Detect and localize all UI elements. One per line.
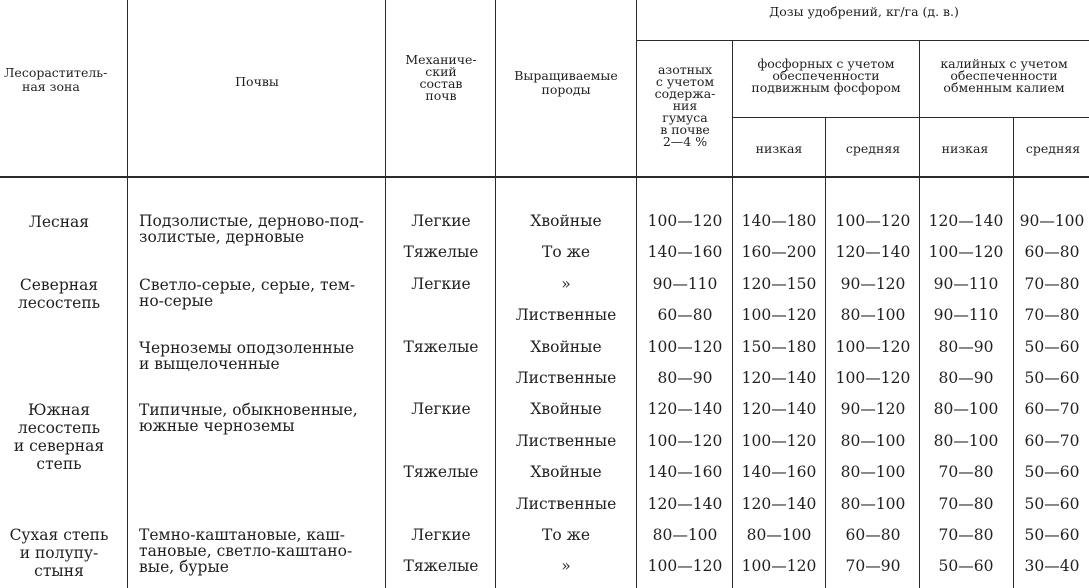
soil-label	[139, 340, 354, 372]
column-rule	[825, 117, 826, 588]
header-zone-line: ная зона	[22, 79, 80, 94]
species-cell: Лиственные	[515, 369, 617, 387]
mech-cell: Легкие	[411, 275, 471, 293]
header-mech-line: состав	[419, 76, 463, 91]
species-cell: »	[561, 275, 571, 293]
phosphorus-low-cell: 120—140	[741, 495, 817, 513]
zone-label	[18, 276, 100, 312]
phosphorus-low-cell: 140—160	[741, 463, 817, 481]
nitrogen-cell: 100—120	[647, 212, 723, 230]
soil-label-line: вые, бурые	[139, 558, 229, 576]
phosphorus-low-cell: 100—120	[741, 306, 817, 324]
potassium-mid-cell: 90—100	[1019, 212, 1085, 230]
species-cell: Хвойные	[530, 212, 602, 230]
phosphorus-low-cell: 120—140	[741, 369, 817, 387]
mech-cell: Тяжелые	[403, 557, 479, 575]
header-potassium-low: низкая	[941, 141, 989, 156]
phosphorus-mid-cell: 80—100	[840, 463, 906, 481]
header-mech-line: Механиче-	[405, 52, 477, 67]
header-divider-bottom	[0, 176, 1089, 178]
phosphorus-low-cell: 100—120	[741, 432, 817, 450]
zone-label-line: Южная	[27, 401, 91, 419]
soil-label-line: золистые, дерновые	[139, 228, 305, 246]
nitrogen-cell: 140—160	[647, 243, 723, 261]
header-phosphorus-mid: средняя	[845, 141, 901, 156]
soil-label	[139, 213, 364, 245]
soil-label-line: Черноземы оподзоленные	[139, 339, 355, 357]
potassium-mid-cell: 50—60	[1024, 495, 1080, 513]
header-phosphorus	[751, 58, 900, 94]
potassium-mid-cell: 70—80	[1024, 306, 1080, 324]
header-potassium-line: обменным калием	[943, 80, 1065, 95]
header-phosphorus-line: подвижным фосфором	[751, 80, 901, 95]
soil-label-line: Светло-серые, серые, тем-	[139, 276, 356, 294]
column-rule	[919, 40, 920, 588]
species-cell: Хвойные	[530, 400, 602, 418]
soil-label	[139, 277, 355, 309]
potassium-mid-cell: 60—70	[1024, 432, 1080, 450]
header-nitrogen-line: с учетом	[655, 74, 715, 89]
potassium-low-cell: 90—110	[933, 306, 999, 324]
phosphorus-mid-cell: 60—80	[845, 526, 901, 544]
potassium-mid-cell: 50—60	[1024, 369, 1080, 387]
potassium-mid-cell: 50—60	[1024, 463, 1080, 481]
header-nitrogen-line: азотных	[657, 62, 713, 77]
column-rule	[636, 0, 637, 588]
soil-label-line: южные черноземы	[139, 417, 295, 435]
mech-cell: Легкие	[411, 526, 471, 544]
potassium-mid-cell: 50—60	[1024, 526, 1080, 544]
zone-label-line: Лесная	[28, 213, 90, 231]
zone-label-line: степь	[36, 455, 82, 473]
potassium-low-cell: 80—90	[938, 369, 994, 387]
phosphorus-low-cell: 120—140	[741, 400, 817, 418]
zone-label	[10, 526, 109, 580]
zone-label-line: Сухая степь	[9, 526, 109, 544]
soil-label-line: но-серые	[139, 292, 214, 310]
column-rule	[495, 0, 496, 588]
potassium-mid-cell: 60—80	[1024, 243, 1080, 261]
soil-label-line: Подзолистые, дерново-под-	[139, 212, 365, 230]
header-nitrogen	[655, 64, 716, 148]
phosphorus-mid-cell: 100—120	[835, 212, 911, 230]
header-divider-sub	[733, 117, 1089, 118]
header-nitrogen-line: содержа-	[654, 86, 716, 101]
phosphorus-low-cell: 150—180	[741, 338, 817, 356]
header-phosphorus-line: обеспеченности	[772, 68, 880, 83]
potassium-low-cell: 80—100	[933, 400, 999, 418]
phosphorus-low-cell: 140—180	[741, 212, 817, 230]
header-species	[514, 69, 618, 97]
soil-label	[139, 402, 358, 434]
phosphorus-low-cell: 80—100	[746, 526, 812, 544]
phosphorus-low-cell: 120—150	[741, 275, 817, 293]
potassium-low-cell: 90—110	[933, 275, 999, 293]
zone-label-line: лесостепь	[17, 294, 101, 312]
potassium-low-cell: 100—120	[928, 243, 1004, 261]
mech-cell: Тяжелые	[403, 463, 479, 481]
header-species-line: породы	[541, 82, 591, 97]
header-nitrogen-line: 2—4 %	[662, 134, 708, 149]
header-zone-line: Лесораститель-	[4, 65, 108, 80]
potassium-low-cell: 70—80	[938, 526, 994, 544]
header-divider-top	[637, 40, 1089, 41]
mech-cell: Тяжелые	[403, 243, 479, 261]
nitrogen-cell: 100—120	[647, 338, 723, 356]
phosphorus-mid-cell: 90—120	[840, 275, 906, 293]
header-nitrogen-line: гумуса	[662, 110, 708, 125]
phosphorus-mid-cell: 100—120	[835, 369, 911, 387]
soil-label-line: тановые, светло-каштано-	[139, 542, 353, 560]
phosphorus-mid-cell: 70—90	[845, 557, 901, 575]
potassium-mid-cell: 50—60	[1024, 338, 1080, 356]
potassium-mid-cell: 30—40	[1024, 557, 1080, 575]
potassium-low-cell: 50—60	[938, 557, 994, 575]
zone-label-line: стыня	[34, 562, 84, 580]
header-potassium-line: калийных с учетом	[940, 56, 1068, 71]
column-rule	[732, 40, 733, 588]
potassium-mid-cell: 60—70	[1024, 400, 1080, 418]
mech-cell: Легкие	[411, 400, 471, 418]
nitrogen-cell: 90—110	[652, 275, 718, 293]
header-species-line: Выращиваемые	[514, 68, 618, 83]
soil-label-line: Темно-каштановые, каш-	[139, 526, 345, 544]
potassium-mid-cell: 70—80	[1024, 275, 1080, 293]
zone-label-line: лесостепь	[17, 419, 101, 437]
header-soils: Почвы	[235, 74, 279, 89]
soil-label	[139, 527, 352, 575]
potassium-low-cell: 120—140	[928, 212, 1004, 230]
potassium-low-cell: 80—100	[933, 432, 999, 450]
phosphorus-mid-cell: 80—100	[840, 495, 906, 513]
zone-label	[29, 213, 89, 231]
zone-label-line: и северная	[13, 437, 105, 455]
phosphorus-mid-cell: 120—140	[835, 243, 911, 261]
header-potassium-mid: средняя	[1025, 141, 1081, 156]
header-doses: Дозы удобрений, кг/га (д. в.)	[769, 4, 959, 19]
header-nitrogen-line: в почве	[660, 122, 710, 137]
soil-label-line: и выщелоченные	[139, 355, 280, 373]
soil-label-line: Типичные, обыкновенные,	[139, 401, 358, 419]
species-cell: Лиственные	[515, 495, 617, 513]
header-mech-line: почв	[425, 88, 457, 103]
potassium-low-cell: 70—80	[938, 495, 994, 513]
species-cell: Хвойные	[530, 463, 602, 481]
zone-label	[14, 401, 104, 473]
species-cell: »	[561, 557, 571, 575]
phosphorus-low-cell: 100—120	[741, 557, 817, 575]
nitrogen-cell: 100—120	[647, 557, 723, 575]
header-phosphorus-line: фосфорных с учетом	[757, 56, 895, 71]
nitrogen-cell: 120—140	[647, 400, 723, 418]
potassium-low-cell: 80—90	[938, 338, 994, 356]
species-cell: Лиственные	[515, 432, 617, 450]
potassium-low-cell: 70—80	[938, 463, 994, 481]
species-cell: Лиственные	[515, 306, 617, 324]
phosphorus-mid-cell: 90—120	[840, 400, 906, 418]
species-cell: То же	[541, 526, 591, 544]
header-zone	[4, 66, 107, 94]
nitrogen-cell: 140—160	[647, 463, 723, 481]
mech-cell: Тяжелые	[403, 338, 479, 356]
header-mech	[405, 54, 476, 102]
mech-cell: Легкие	[411, 212, 471, 230]
header-nitrogen-line: ния	[672, 98, 698, 113]
zone-label-line: Северная	[19, 276, 99, 294]
phosphorus-mid-cell: 80—100	[840, 432, 906, 450]
species-cell: Хвойные	[530, 338, 602, 356]
phosphorus-low-cell: 160—200	[741, 243, 817, 261]
nitrogen-cell: 100—120	[647, 432, 723, 450]
phosphorus-mid-cell: 100—120	[835, 338, 911, 356]
column-rule	[1013, 117, 1014, 588]
column-rule	[127, 0, 128, 588]
nitrogen-cell: 80—90	[657, 369, 713, 387]
column-rule	[385, 0, 386, 588]
header-potassium	[940, 58, 1067, 94]
nitrogen-cell: 60—80	[657, 306, 713, 324]
header-potassium-line: обеспеченности	[950, 68, 1058, 83]
nitrogen-cell: 80—100	[652, 526, 718, 544]
header-mech-line: ский	[425, 64, 457, 79]
species-cell: То же	[541, 243, 591, 261]
nitrogen-cell: 120—140	[647, 495, 723, 513]
header-phosphorus-low: низкая	[755, 141, 803, 156]
zone-label-line: и полупу-	[19, 544, 99, 562]
phosphorus-mid-cell: 80—100	[840, 306, 906, 324]
